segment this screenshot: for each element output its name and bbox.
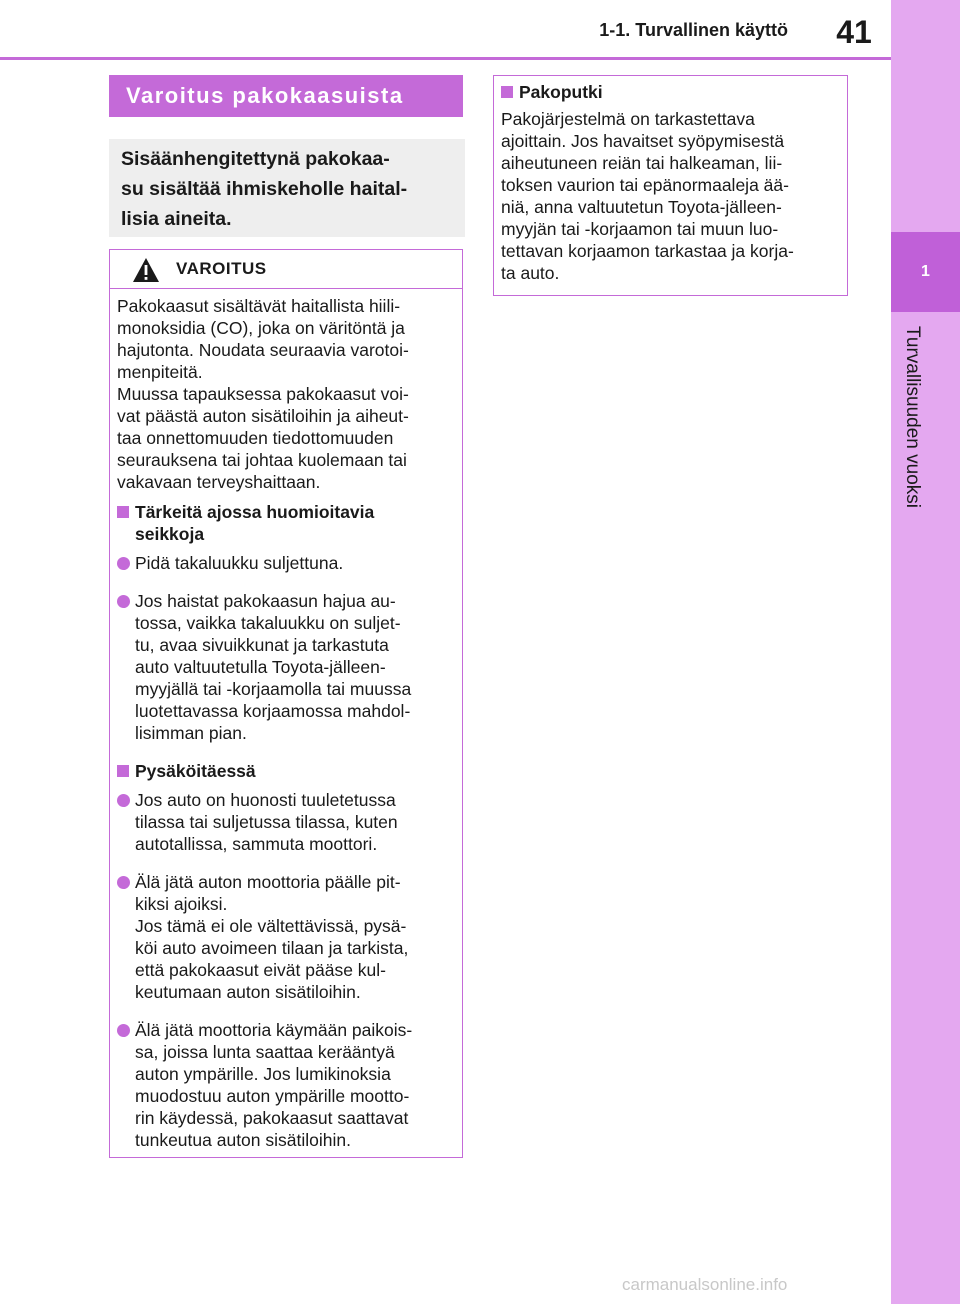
exhaust-pipe-heading <box>501 81 841 103</box>
intro-box <box>109 139 465 237</box>
warning-body <box>110 289 462 1151</box>
circle-bullet-icon <box>117 557 130 570</box>
list-item <box>117 871 453 1003</box>
exhaust-pipe-box <box>493 75 848 296</box>
square-bullet-icon <box>501 86 513 98</box>
circle-bullet-icon <box>117 595 130 608</box>
warning-paragraph: Muussa tapauksessa pakokaasut voi- vat päästä auton sisätiloihin ja aiheut- taa onnettomuuden tiedottomuuden seurauksena tai johtaa kuolemaan tai vakavaan terveyshaittaan. <box>117 384 409 492</box>
warning-paragraph: Pakokaasut sisältävät haitallista hiili- monoksidia (CO), joka on väritöntä ja hajutonta. Noudata seuraavia varotoi- menpiteitä. <box>117 296 409 382</box>
list-item-text: Älä jätä auton moottoria päälle pit- kiksi ajoiksi. Jos tämä ei ole vältettävissä, pysä- köi auto avoimeen tilaan ja tarkista, että pakokaasut eivät pääse kul- keutumaan auton sisätiloihin. <box>135 872 409 1002</box>
exhaust-pipe-heading-text: Pakoputki <box>519 82 603 102</box>
warning-label: VAROITUS <box>176 259 267 278</box>
subheading-text: Tärkeitä ajossa huomioitavia seikkoja <box>135 502 375 544</box>
side-tab <box>891 0 960 1304</box>
circle-bullet-icon <box>117 794 130 807</box>
list-item-text: Jos haistat pakokaasun hajua au- tossa, vaikka takaluukku on suljet- tu, avaa sivuikkunat ja tarkastuta auto valtuutetulla Toyota-jälleen- myyjällä tai -korjaamolla tai muussa luotettavassa korjaamossa mahdol- lisimman pian. <box>135 591 412 743</box>
intro-text: Sisäänhengitettynä pakokaa- su sisältää ihmiskeholle haital- lisia aineita. <box>121 148 408 230</box>
watermark: carmanualsonline.info <box>622 1275 788 1294</box>
list-item <box>117 789 453 855</box>
exhaust-pipe-text: Pakojärjestelmä on tarkastettava ajoittain. Jos havaitset syöpymisestä aiheutuneen reiän tai halkeaman, lii- toksen vaurion tai epänormaaleja ää- niä, anna valtuutetun Toyota-jälleen- myyjän tai -korjaamon tai muun luo- tettavan korjaamon tarkastaa ja korja- ta auto. <box>501 109 794 283</box>
header-rule <box>0 57 891 60</box>
square-bullet-icon <box>117 765 129 777</box>
list-item <box>117 590 453 744</box>
chapter-tab[interactable]: 1 <box>891 232 960 312</box>
chapter-label: Turvallisuuden vuoksi <box>902 326 923 508</box>
warning-triangle-icon <box>132 257 160 283</box>
circle-bullet-icon <box>117 1024 130 1037</box>
list-item <box>117 1019 453 1151</box>
subheading-parking <box>117 760 453 782</box>
running-header-title: 1-1. Turvallinen käyttö <box>599 20 788 40</box>
circle-bullet-icon <box>117 876 130 889</box>
warning-header <box>110 250 462 289</box>
list-item-text: Jos auto on huonosti tuuletetussa tilassa tai suljetussa tilassa, kuten autotallissa, sammuta moottori. <box>135 790 398 854</box>
warning-box <box>109 249 463 1158</box>
list-item <box>117 552 453 574</box>
square-bullet-icon <box>117 506 129 518</box>
list-item-text: Älä jätä moottoria käymään paikois- sa, joissa lunta saattaa kerääntyä auton ympärille. Jos lumikinoksia muodostuu auton ympärille mootto- rin käydessä, pakokaasut saattavat tunkeutua auton sisätiloihin. <box>135 1020 413 1150</box>
section-banner: Varoitus pakokaasuista <box>109 75 463 117</box>
subheading-text: Pysäköitäessä <box>135 761 256 781</box>
list-item-text: Pidä takaluukku suljettuna. <box>135 553 344 573</box>
page-number: 41 <box>836 14 872 50</box>
subheading-driving <box>117 501 453 545</box>
